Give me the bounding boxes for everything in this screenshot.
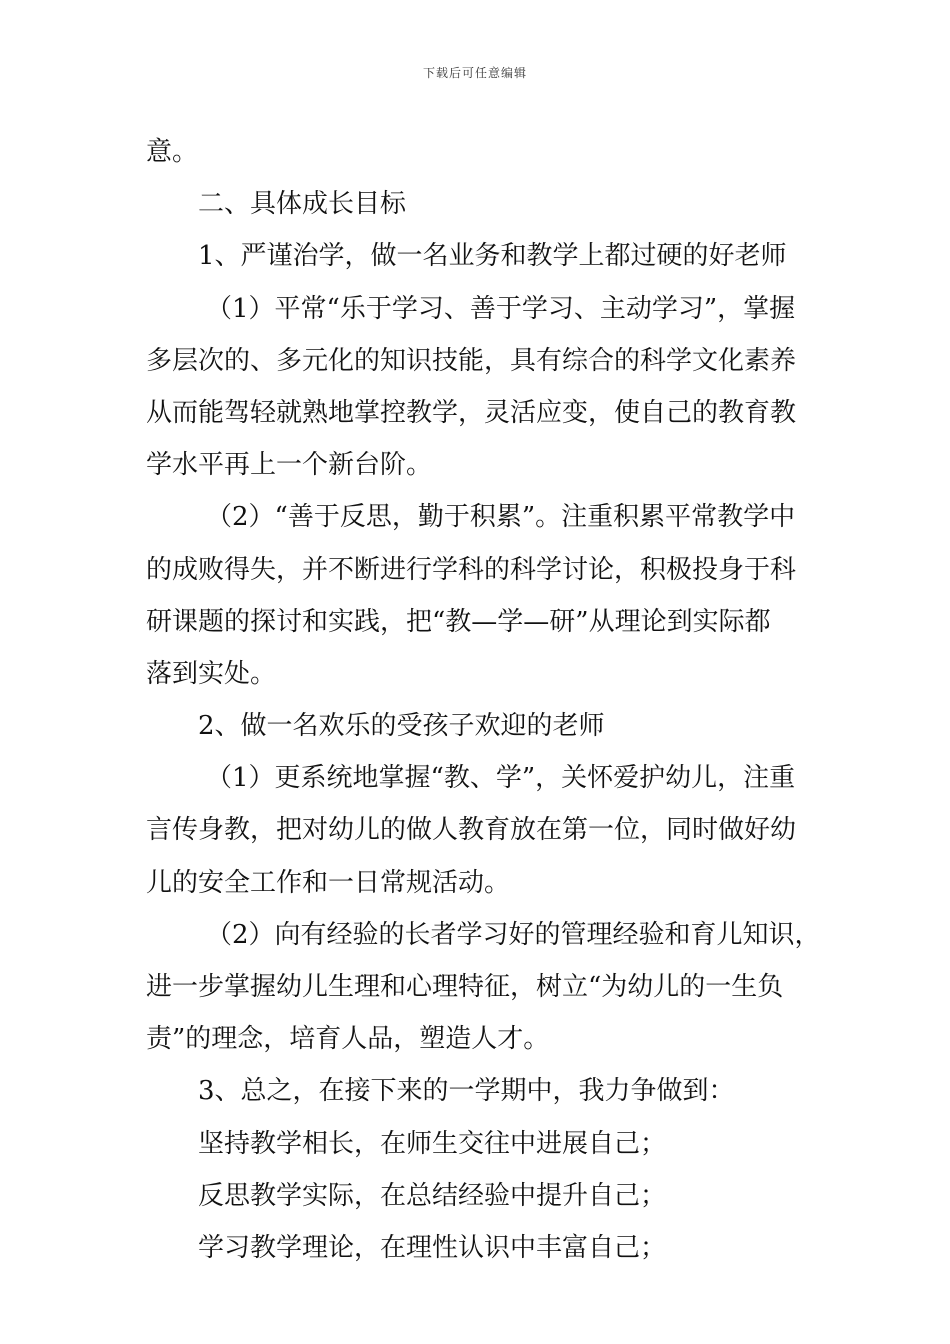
- paragraph-line: （2）“善于反思，勤于积累”。注重积累平常教学中: [206, 502, 796, 533]
- paragraph-line: 落到实处。: [146, 658, 277, 689]
- paragraph-line: 责”的理念，培育人品，塑造人才。: [146, 1024, 550, 1055]
- page-header-note: 下载后可任意编辑: [422, 66, 527, 80]
- paragraph-line: 学水平再上一个新台阶。: [146, 450, 433, 481]
- paragraph-line: 儿的安全工作和一日常规活动。: [146, 867, 511, 898]
- goal-heading-2: 2、做一名欢乐的受孩子欢迎的老师: [198, 711, 605, 742]
- paragraph-line: （1）更系统地掌握“教、学”，关怀爱护幼儿，注重: [206, 763, 796, 794]
- goal-heading-1: 1、严谨治学，做一名业务和教学上都过硬的好老师: [198, 241, 787, 272]
- paragraph-line: （1）平常“乐于学习、善于学习、主动学习”，掌握: [206, 293, 796, 324]
- paragraph-line: 多层次的、多元化的知识技能，具有综合的科学文化素养: [146, 345, 797, 376]
- paragraph-line: 研课题的探讨和实践，把“教—学—研”从理论到实际都: [146, 606, 771, 637]
- paragraph-line: 进一步掌握幼儿生理和心理特征，树立“为幼儿的一生负: [146, 972, 784, 1002]
- goal-heading-3: 3、总之，在接下来的一学期中，我力争做到：: [198, 1076, 735, 1107]
- paragraph-line: 从而能驾轻就熟地掌控教学，灵活应变，使自己的教育教: [146, 397, 797, 428]
- section-heading: 二、具体成长目标: [198, 189, 407, 220]
- paragraph-line: 的成败得失，并不断进行学科的科学讨论，积极投身于科: [146, 554, 797, 585]
- paragraph-line: 意。: [146, 137, 199, 167]
- commitment-line: 坚持教学相长，在师生交往中进展自己；: [198, 1128, 667, 1159]
- document-body: [146, 126, 821, 1274]
- commitment-line: 反思教学实际，在总结经验中提升自己；: [198, 1180, 667, 1211]
- paragraph-line: 言传身教，把对幼儿的做人教育放在第一位，同时做好幼: [146, 815, 797, 846]
- paragraph-line: （2）向有经验的长者学习好的管理经验和育儿知识，: [206, 919, 821, 950]
- commitment-line: 学习教学理论，在理性认识中丰富自己；: [198, 1232, 667, 1263]
